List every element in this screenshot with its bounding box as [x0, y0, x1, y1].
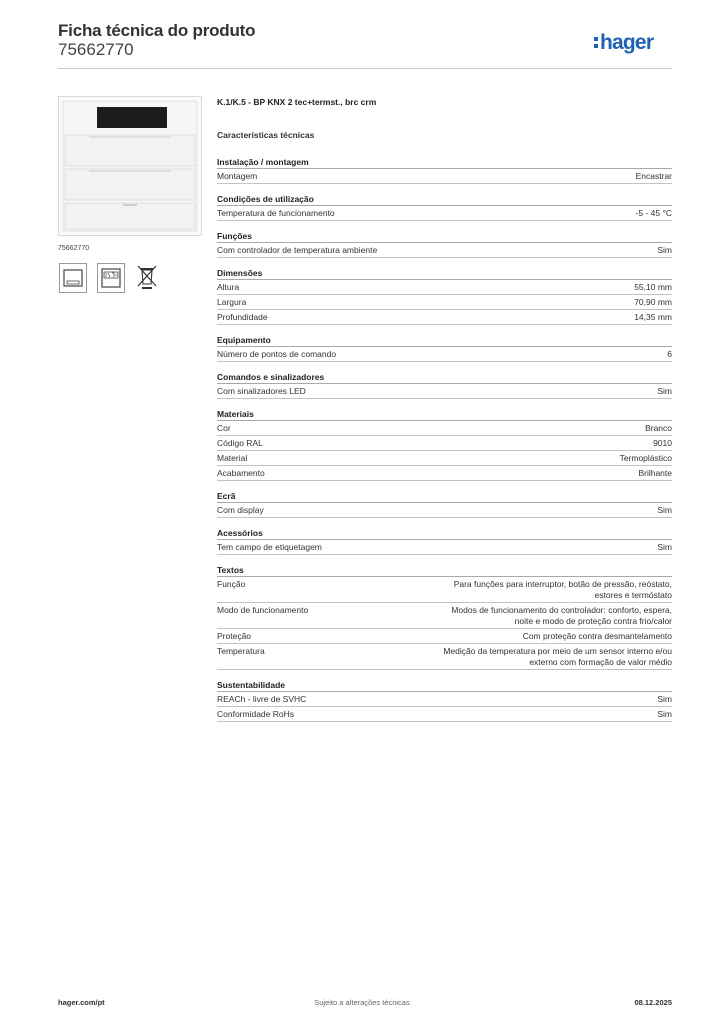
section-title: Características técnicas	[217, 130, 315, 140]
spec-value: Com proteção contra desmantelamento	[522, 631, 672, 641]
spec-label: Altura	[217, 282, 240, 292]
spec-value: Medição da temperatura por meio de um sensor interno e/ou externo com formação de valor médio	[443, 646, 672, 667]
spec-label: Com controlador de temperatura ambiente	[217, 245, 378, 255]
spec-label: Tem campo de etiquetagem	[217, 542, 322, 552]
spec-group	[217, 409, 672, 481]
product-name: K.1/K.5 - BP KNX 2 tec+termst., brc crm	[217, 97, 377, 107]
page-title: Ficha técnica do produto	[58, 21, 256, 40]
spec-value: 9010	[653, 438, 672, 448]
spec-row	[217, 577, 672, 603]
spec-value: Termoplástico	[619, 453, 672, 463]
spec-row	[217, 603, 672, 629]
spec-value: Modos de funcionamento do controlador: conforto, espera, noite e modo de proteção contra frio/calor	[451, 605, 672, 626]
spec-group	[217, 528, 672, 555]
spec-row	[217, 644, 672, 670]
spec-row	[217, 206, 672, 221]
spec-label: Profundidade	[217, 312, 268, 322]
spec-row	[217, 540, 672, 555]
spec-row	[217, 347, 672, 362]
spec-row	[217, 384, 672, 399]
spec-group-title: Dimensões	[217, 268, 672, 280]
spec-group	[217, 157, 672, 184]
spec-row	[217, 436, 672, 451]
spec-row	[217, 707, 672, 722]
spec-label: Com sinalizadores LED	[217, 386, 306, 396]
spec-value: Sim	[657, 245, 672, 255]
header-divider	[58, 68, 672, 69]
spec-label: Modo de funcionamento	[217, 605, 309, 615]
spec-label: Conformidade RoHs	[217, 709, 295, 719]
spec-value: Sim	[657, 386, 672, 396]
spec-group-title: Funções	[217, 231, 672, 243]
spec-label: Acabamento	[217, 468, 265, 478]
spec-label: Número de pontos de comando	[217, 349, 337, 359]
spec-value: Encastrar	[635, 171, 672, 181]
spec-value: Branco	[645, 423, 672, 433]
footer-date: 08.12.2025	[634, 998, 672, 1007]
product-image	[58, 96, 202, 236]
spec-row	[217, 451, 672, 466]
svg-text:hager: hager	[600, 31, 654, 54]
spec-label: Temperatura de funcionamento	[217, 208, 335, 218]
footer-website[interactable]: hager.com/pt	[58, 998, 105, 1007]
spec-value: Sim	[657, 709, 672, 719]
spec-group	[217, 335, 672, 362]
spec-group-title: Condições de utilização	[217, 194, 672, 206]
spec-value: -5 - 45 °C	[635, 208, 672, 218]
spec-group-title: Materiais	[217, 409, 672, 421]
spec-group-title: Acessórios	[217, 528, 672, 540]
spec-row	[217, 503, 672, 518]
spec-label: Código RAL	[217, 438, 263, 448]
spec-value: Brilhante	[638, 468, 672, 478]
spec-label: Com display	[217, 505, 264, 515]
spec-label: Proteção	[217, 631, 252, 641]
spec-value: Sim	[657, 505, 672, 515]
spec-label: Temperatura	[217, 646, 265, 656]
spec-label: Largura	[217, 297, 247, 307]
spec-row	[217, 169, 672, 184]
spec-group-title: Ecrã	[217, 491, 672, 503]
product-reference: 75662770	[58, 245, 90, 252]
weee-crossed-bin-icon	[134, 263, 160, 291]
spec-row	[217, 310, 672, 325]
spec-row	[217, 692, 672, 707]
footer-disclaimer: Sujeito a alterações técnicas	[314, 998, 410, 1007]
spec-group-title: Textos	[217, 565, 672, 577]
spec-label: Cor	[217, 423, 231, 433]
spec-group	[217, 680, 672, 722]
spec-group-title: Equipamento	[217, 335, 672, 347]
spec-group	[217, 372, 672, 399]
spec-value: 14,35 mm	[634, 312, 672, 322]
spec-label: REACh - livre de SVHC	[217, 694, 307, 704]
spec-value: Para funções para interruptor, botão de pressão, reóstato, estores e termóstato	[453, 579, 672, 600]
spec-row	[217, 243, 672, 258]
spec-group-title: Instalação / montagem	[217, 157, 672, 169]
display-device-icon	[59, 263, 87, 293]
hager-logo	[594, 28, 674, 56]
spec-value: Sim	[657, 542, 672, 552]
spec-group	[217, 268, 672, 325]
spec-group	[217, 491, 672, 518]
spec-label: Função	[217, 579, 246, 589]
spec-group-title: Sustentabilidade	[217, 680, 672, 692]
spec-row	[217, 280, 672, 295]
spec-value: 70,90 mm	[634, 297, 672, 307]
specs-table	[217, 157, 672, 732]
product-code: 75662770	[58, 40, 134, 59]
spec-row	[217, 421, 672, 436]
spec-value: 6	[667, 349, 672, 359]
spec-group	[217, 194, 672, 221]
spec-row	[217, 295, 672, 310]
spec-group	[217, 565, 672, 670]
spec-label: Montagem	[217, 171, 258, 181]
spec-value: 55,10 mm	[634, 282, 672, 292]
spec-value: Sim	[657, 694, 672, 704]
spec-label: Material	[217, 453, 248, 463]
spec-row	[217, 466, 672, 481]
lcd-display-icon	[97, 263, 125, 293]
spec-group	[217, 231, 672, 258]
spec-row	[217, 629, 672, 644]
spec-group-title: Comandos e sinalizadores	[217, 372, 672, 384]
